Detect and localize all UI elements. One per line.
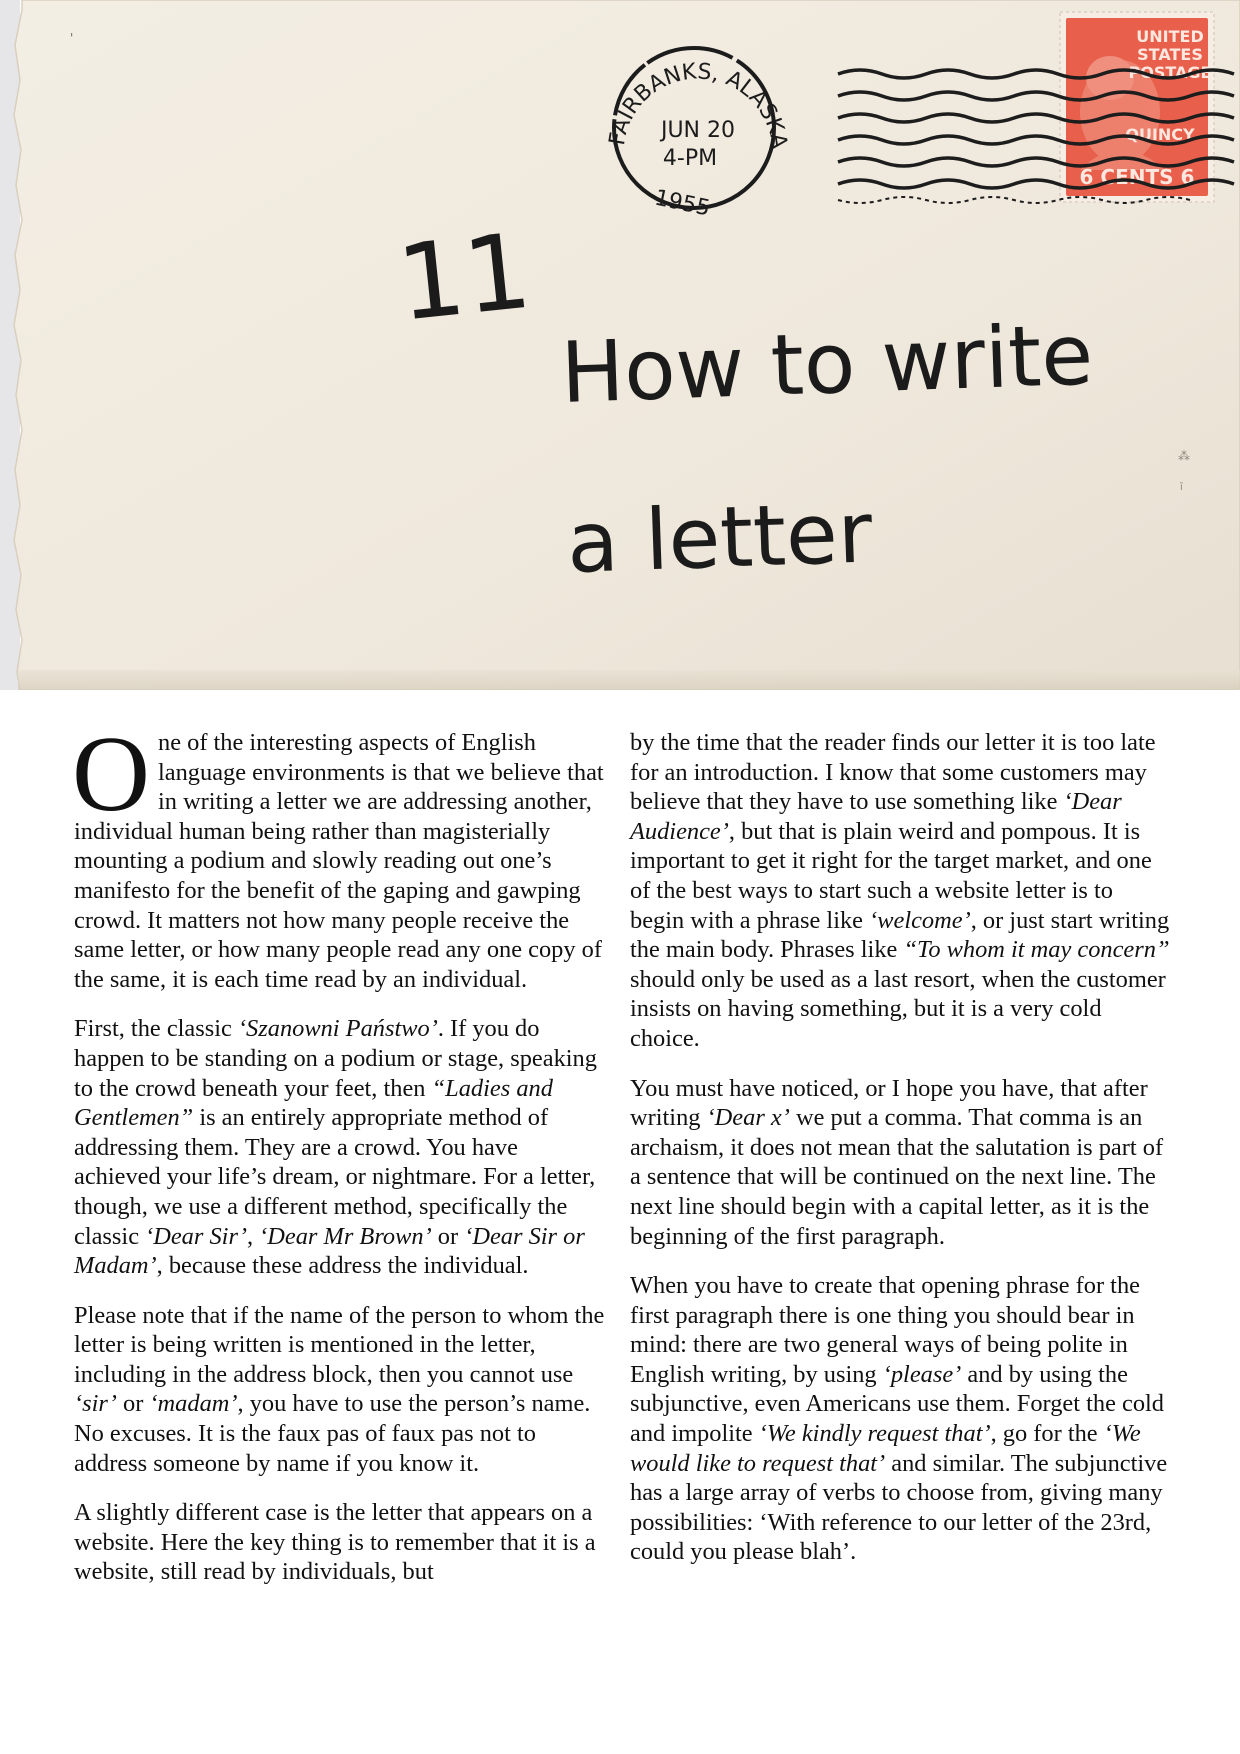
paragraph-4 [74,1498,610,1587]
text-run: should only be used as a last resort, when the customer insists on having something, but it is a very cold choice. [630,965,1166,1052]
paragraph-6 [630,1271,1170,1567]
text-run: , you have to use the person’s name. No excuses. It is the faux pas of faux pas not to address someone by name if you know it. [74,1390,591,1477]
text-run: , go for the [990,1420,1104,1448]
text-run-italic: ‘Szanowni Państwo’ [237,1015,438,1043]
text-run: When you have to create that opening phrase for the first paragraph there is one thing you should bear in mind: there are two general ways of being polite in English writing, by using [630,1272,1140,1388]
text-run-italic: ‘welcome’ [869,906,971,934]
paper-speck: ⁂ [1178,449,1190,463]
text-run: we put a comma. That comma is an archaism, it does not mean that the salutation is part of a sentence that will be continued on the next line. The next line should begin with a capital letter, as it is the beginning of the first paragraph. [630,1104,1164,1250]
stamp-text-1: UNITED [1136,27,1204,46]
text-run-italic: ‘Dear Sir’ [145,1222,247,1250]
text-run: . If you do happen to be standing on a podium or stage, speaking to the crowd beneath your feet, then [74,1015,597,1102]
postmark-year: 1955 [652,185,713,222]
text-run-italic: ‘We kindly request that’ [758,1420,991,1448]
text-run: is an entirely appropriate method of addressing them. They are a crowd. You have achieved your life’s dream, or nightmare. For a letter, though, we use a different method, specifically the classic [74,1104,596,1250]
text-run: A slightly different case is the letter that appears on a website. Here the key thing is to remember that it is a website, still read by individuals, but [74,1499,596,1586]
article [72,715,1174,1728]
stamp-portrait-label: QUINCY [1125,125,1195,144]
text-run: , or just start writing the main body. Phrases like [630,906,1170,964]
text-run: , because these address the individual. [156,1252,529,1280]
text-run-italic: ‘madam’ [149,1390,238,1418]
text-run: First, the classic [74,1015,238,1043]
paper-speck: ī [1180,482,1183,493]
envelope-image [0,0,1240,690]
text-run: and similar. The subjunctive has a large array of verbs to choose from, giving many possibilities: ‘With reference to our letter of the 23rd, could you please blah’. [630,1449,1168,1566]
paragraph-5 [630,1074,1170,1252]
text-run-italic: ‘Dear Mr Brown’ [259,1222,432,1250]
envelope-bottom-edge [18,670,1240,690]
title-line-2: a letter [565,483,874,592]
column-left [72,715,610,1607]
postmark-time: 4-PM [662,146,718,171]
postmark-date: JUN 20 [660,118,736,143]
drop-cap: O [72,715,150,834]
text-run-italic: ‘Dear Sir or Madam’ [74,1222,585,1280]
text-run-italic: “To whom it may concern” [903,936,1170,964]
text-run: or [116,1390,150,1418]
text-run-italic: ‘Dear Audience’ [630,788,1122,845]
postage-stamp [1060,12,1214,202]
text-run: or [431,1222,465,1250]
paragraph-1-text: ne of the interesting aspects of English language environments is that we believe that in writing a letter we are addressing another, individual human being rather than magisterially mounting a podium and slowly reading out one’s manifesto for the benefit of the gaping and gawping crowd. It matters not how many people receive the same letter, or how many people read any one copy of the same, it is each time read by an individual. [74,729,604,993]
postmark-ring-text: FAIRBANKS, ALASKA [605,59,792,151]
text-run-italic: ‘sir’ [74,1390,117,1418]
text-run: Please note that if the name of the person to whom the letter is being written is mentioned in the letter, including in the address block, then you cannot use [74,1301,605,1388]
stamp-text-3: POSTAGE [1128,63,1212,82]
text-run-italic: ‘please’ [882,1360,962,1388]
paragraph-4-continued [630,728,1170,1054]
text-run: by the time that the reader finds our letter it is too late for an introduction. I know that some customers may believe that they have to use something like [630,729,1156,816]
column-right [630,728,1170,1587]
text-run: You must have noticed, or I hope you have, that after writing [630,1074,1148,1132]
stamp-value: 6 CENTS 6 [1079,165,1195,189]
text-run: and by using the subjunctive, even Americans use them. Forget the cold and impolite [630,1360,1164,1448]
title-line-1: How to write [559,305,1095,422]
paragraph-1 [72,715,610,994]
issue-number: 11 [391,209,537,345]
paragraph-2 [74,1014,610,1280]
text-run: , but that is plain weird and pompous. It is important to get it right for the target market, and one of the best ways to start such a website letter is to begin with a phrase like [630,817,1152,934]
paper-speck: ' [70,31,74,45]
text-run: , [246,1222,260,1250]
paragraph-3 [74,1301,610,1479]
envelope-graphic [0,0,1240,690]
stamp-text-2: STATES [1137,45,1203,64]
text-run-italic: ‘Dear x’ [706,1104,790,1132]
text-run-italic: “Ladies and Gentlemen” [74,1074,553,1132]
text-run-italic: ‘We would like to request that’ [630,1420,1141,1477]
